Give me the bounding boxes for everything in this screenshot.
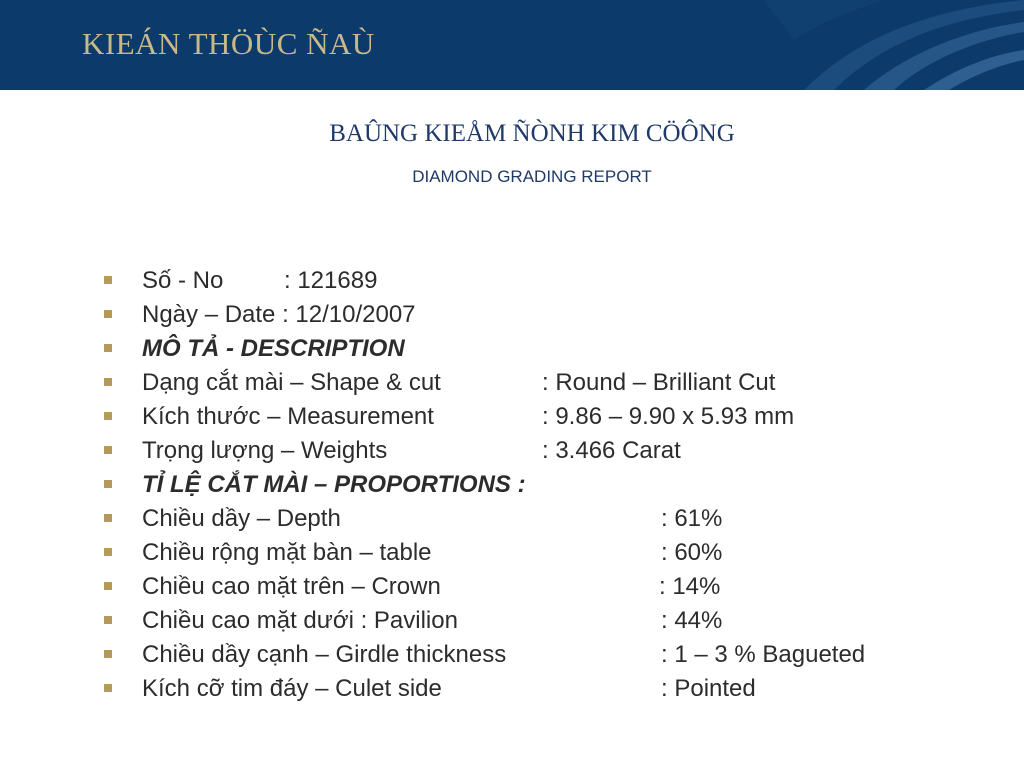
list-item — [104, 434, 1004, 468]
bullet-icon — [104, 480, 112, 488]
item-value: : Round – Brilliant Cut — [542, 369, 776, 396]
item-label: Chiều cao mặt trên – Crown — [142, 573, 441, 600]
item-label: Kích cỡ tim đáy – Culet side — [142, 675, 442, 702]
item-value: : 1 – 3 % Bagueted — [661, 641, 866, 668]
bullet-icon — [104, 378, 112, 386]
item-value: : 44% — [661, 607, 723, 634]
item-value: : 60% — [661, 539, 723, 566]
item-value: : 3.466 Carat — [542, 437, 681, 464]
bullet-icon — [104, 310, 112, 318]
bullet-icon — [104, 344, 112, 352]
item-label: Chiều dầy cạnh – Girdle thickness — [142, 641, 507, 668]
list-item — [104, 638, 1004, 672]
item-value: : Pointed — [661, 675, 756, 702]
item-label: Trọng lượng – Weights — [142, 437, 388, 464]
bullet-icon — [104, 616, 112, 624]
item-label: Chiều dầy – Depth — [142, 505, 341, 532]
item-value: : 61% — [661, 505, 723, 532]
bullet-icon — [104, 514, 112, 522]
list-item — [104, 570, 1004, 604]
item-label: Kích thước – Measurement — [142, 403, 434, 430]
item-value: : 121689 — [284, 267, 378, 294]
list-item — [104, 366, 1004, 400]
list-item — [104, 536, 1004, 570]
list-item — [104, 298, 1004, 332]
item-label: Chiều rộng mặt bàn – table — [142, 539, 432, 566]
slide-subtitle: DIAMOND GRADING REPORT — [412, 167, 652, 186]
bullet-icon — [104, 650, 112, 658]
item-label: Ngày – Date : 12/10/2007 — [142, 301, 416, 328]
report-list — [104, 264, 1004, 706]
list-item — [104, 400, 1004, 434]
decorative-swoosh-graphic — [764, 0, 1024, 90]
list-item — [104, 672, 1004, 706]
bullet-icon — [104, 548, 112, 556]
bullet-icon — [104, 276, 112, 284]
list-item — [104, 502, 1004, 536]
item-label: Chiều cao mặt dưới : Pavilion — [142, 607, 458, 634]
bullet-icon — [104, 684, 112, 692]
section-heading — [104, 468, 1004, 502]
section-heading-label: MÔ TẢ - DESCRIPTION — [142, 335, 405, 362]
bullet-icon — [104, 412, 112, 420]
header-title: KIEÁN THÖÙC ÑAÙ — [82, 26, 375, 61]
item-label: Dạng cắt mài – Shape & cut — [142, 369, 441, 396]
list-item — [104, 604, 1004, 638]
list-item — [104, 264, 1004, 298]
item-label: Số - No — [142, 267, 224, 294]
bullet-icon — [104, 446, 112, 454]
header-banner — [0, 0, 1024, 90]
item-value: : 14% — [659, 573, 721, 600]
bullet-icon — [104, 582, 112, 590]
section-heading-label: TỈ LỆ CẮT MÀI – PROPORTIONS : — [142, 471, 526, 498]
section-heading — [104, 332, 1004, 366]
slide-title: BAÛNG KIEÅM ÑÒNH KIM CÖÔNG — [329, 120, 735, 147]
item-value: : 9.86 – 9.90 x 5.93 mm — [542, 403, 795, 430]
